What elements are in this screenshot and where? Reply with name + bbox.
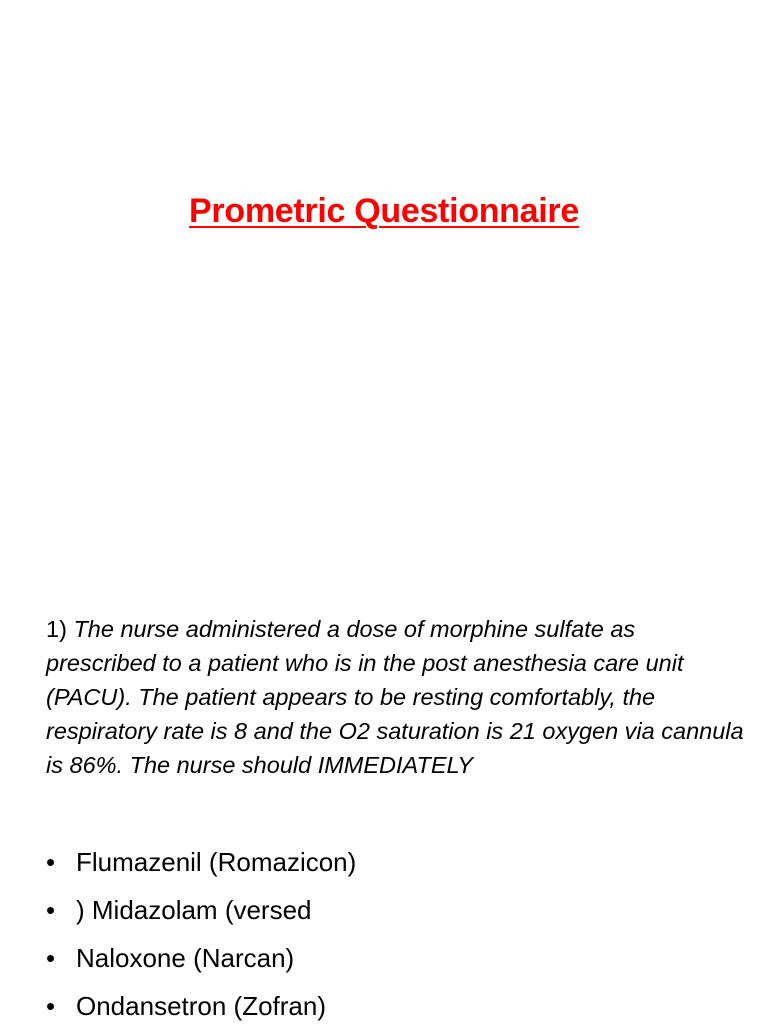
- question-text: The nurse administered a dose of morphine sulfate as prescribed to a patient who is in the post anesthesia care unit (PACU). The patient appears to be resting comfortably, the respiratory rate is 8 and the O2 saturation is 21 oxygen via cannula is 86%. The nurse should IMMEDIATELY: [46, 616, 744, 778]
- question-block: [46, 612, 746, 782]
- bullet-icon: •: [46, 943, 56, 973]
- answer-option: [46, 982, 746, 1030]
- answer-option-label: ) Midazolam (versed: [76, 895, 312, 925]
- answer-option-label: Naloxone (Narcan): [76, 943, 295, 973]
- answer-option-label: Ondansetron (Zofran): [76, 991, 327, 1021]
- answer-option: [46, 838, 746, 886]
- bullet-icon: •: [46, 895, 56, 925]
- answer-option: [46, 886, 746, 934]
- bullet-icon: •: [46, 991, 56, 1021]
- answer-option-label: Flumazenil (Romazicon): [76, 847, 357, 877]
- answer-options: [46, 838, 746, 1030]
- bullet-icon: •: [46, 847, 56, 877]
- question-number: 1): [46, 616, 67, 642]
- page-title: Prometric Questionnaire: [189, 192, 579, 230]
- answer-option: [46, 934, 746, 982]
